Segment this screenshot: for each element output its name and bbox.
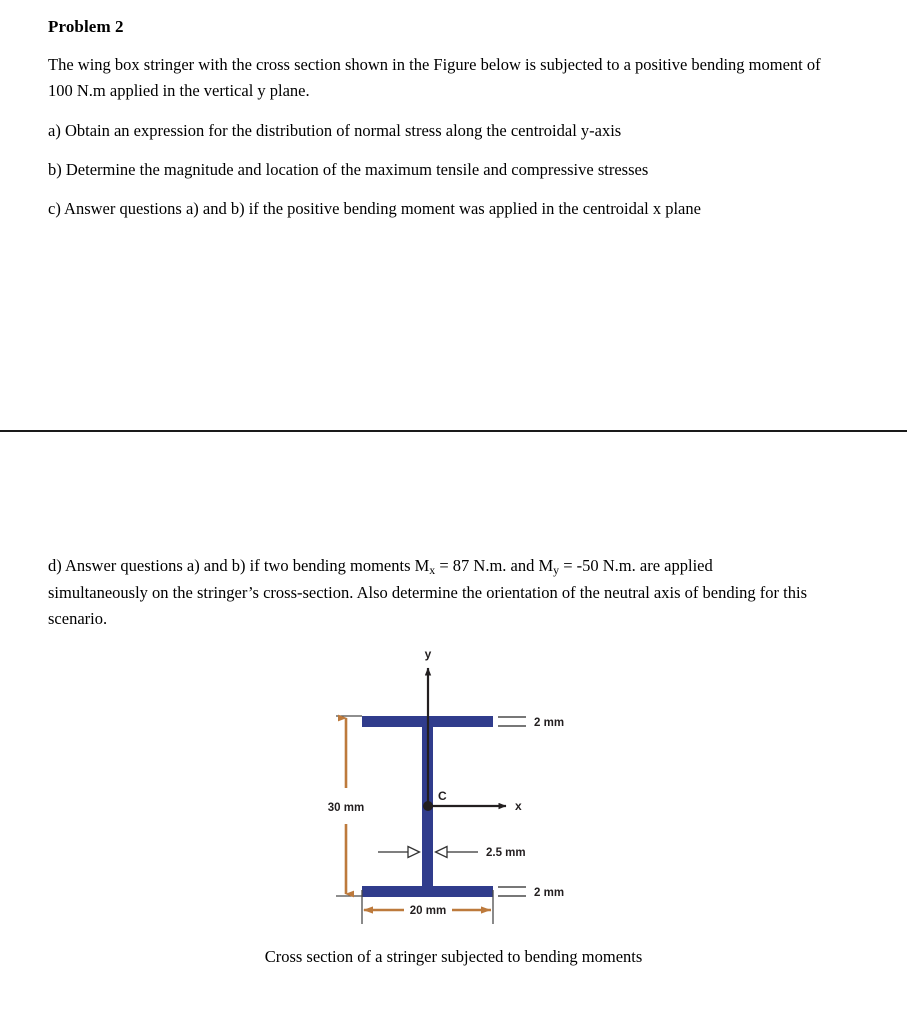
moment-x-subscript: x: [429, 562, 436, 577]
question-d-block: [48, 553, 808, 632]
height-dimension-label: 30 mm: [327, 802, 365, 814]
figure-caption: Cross section of a stringer subjected to bending moments: [264, 947, 643, 966]
page-break-rule: [0, 430, 907, 432]
top-flange-thickness-label: 2 mm: [534, 717, 565, 729]
question-a: a) Obtain an expression for the distribution of normal stress along the centroidal y-axis: [48, 121, 622, 141]
bottom-flange: [362, 886, 493, 897]
web-thickness-label: 2.5 mm: [486, 847, 526, 859]
question-d: [48, 553, 808, 632]
centroid-dot: [423, 801, 433, 811]
centroid-label: C: [438, 789, 447, 803]
question-d-tail: = -50 N.m. are applied simultaneously on the stringer’s cross-section. Also determine the orientation of the neutral axis of bending for this scenario.: [48, 556, 807, 628]
problem-text-block: [48, 16, 838, 235]
question-c: c) Answer questions a) and b) if the positive bending moment was applied in the centroidal x plane: [48, 199, 701, 219]
bottom-flange-thickness-dimension: [498, 887, 564, 899]
moment-y-subscript: y: [553, 562, 560, 577]
i-beam-svg: [300, 640, 600, 940]
page-title: Problem 2: [48, 17, 124, 36]
bottom-flange-thickness-label: 2 mm: [534, 887, 565, 899]
x-axis-label: x: [515, 799, 522, 813]
web-arrow-left: [408, 847, 420, 858]
height-dimension: [328, 716, 364, 896]
top-flange-thickness-dimension: [498, 717, 564, 729]
problem-statement-paragraph: The wing box stringer with the cross section shown in the Figure below is subjected to a positive bending moment of 100 N.m applied in the vertical y plane.: [48, 55, 821, 101]
web-thickness-dimension: [378, 847, 526, 860]
i-beam-figure: [300, 640, 600, 940]
question-b: b) Determine the magnitude and location of the maximum tensile and compressive stresses: [48, 160, 649, 180]
width-dimension-label: 20 mm: [409, 905, 447, 917]
question-d-lead: d) Answer questions a) and b) if two bending moments M: [48, 556, 430, 575]
question-d-mid: = 87 N.m. and M: [435, 556, 554, 575]
figure-container: [0, 640, 907, 970]
y-axis-label: y: [424, 647, 432, 661]
web-arrow-right: [436, 847, 448, 858]
